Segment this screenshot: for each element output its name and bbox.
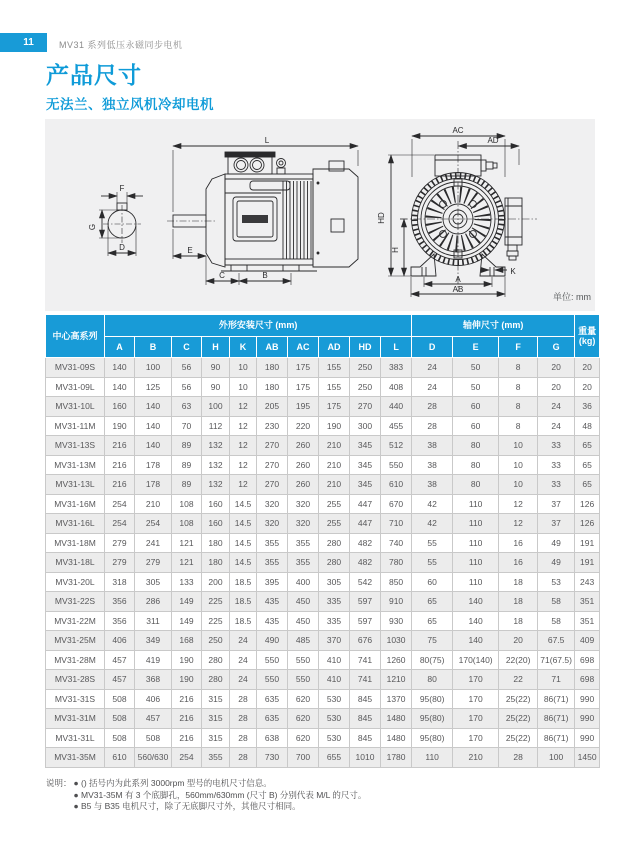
- dim-label-HD: HD: [377, 212, 386, 224]
- col-header-series: 中心高系列: [46, 315, 105, 358]
- dim-label-D: D: [119, 243, 125, 252]
- table-row: MV31-31M 508 457 216 315 28 635 620 530 845 1480 95(80) 170 25(22) 86(71) 990: [46, 709, 600, 729]
- col-header-H: H: [202, 337, 230, 358]
- col-header-B: B: [135, 337, 172, 358]
- col-header-A: A: [105, 337, 135, 358]
- notes-section: [46, 778, 366, 813]
- table-row: MV31-31S 508 406 216 315 28 635 620 530 845 1370 95(80) 170 25(22) 86(71) 990: [46, 689, 600, 709]
- unit-label: 单位: mm: [553, 292, 591, 302]
- dim-label-A: A: [455, 275, 461, 284]
- col-header-HD: HD: [350, 337, 381, 358]
- dim-label-L: L: [264, 136, 270, 145]
- col-header-E: E: [453, 337, 499, 358]
- table-subheader-row: [46, 337, 600, 358]
- table-row: MV31-13S 216 140 89 132 12 270 260 210 345 512 38 80 10 33 65: [46, 436, 600, 456]
- page-title: 产品尺寸: [46, 62, 142, 88]
- notes-label: 说明：: [46, 778, 72, 788]
- col-header-weight: [575, 315, 600, 358]
- notes-list: [74, 778, 367, 813]
- table-row: MV31-31L 508 508 216 315 28 638 620 530 845 1480 95(80) 170 25(22) 86(71) 990: [46, 728, 600, 748]
- table-row: MV31-09S 140 100 56 90 10 180 175 155 250 383 24 50 8 20 20: [46, 358, 600, 378]
- dim-label-C: C: [219, 271, 225, 280]
- dim-label-G: G: [88, 223, 97, 231]
- weight-label-line2: (kg): [578, 336, 596, 346]
- table-row: MV31-22M 356 311 149 225 18.5 435 450 335 597 930 65 140 18 58 351: [46, 611, 600, 631]
- table-body: [46, 358, 600, 768]
- dim-label-B: B: [262, 271, 268, 280]
- dim-label-AB: AB: [452, 285, 464, 294]
- table-row: MV31-13L 216 178 89 132 12 270 260 210 345 610 38 80 10 33 65: [46, 475, 600, 495]
- col-header-AD: AD: [319, 337, 350, 358]
- page-number-badge: 11: [0, 33, 47, 52]
- weight-label-line1: 重量: [578, 325, 597, 336]
- table-row: MV31-28S 457 368 190 280 24 550 550 410 741 1210 80 170 22 71 698: [46, 670, 600, 690]
- table-row: MV31-35M 610 560/630 254 355 28 730 700 655 1010 1780 110 210 28 100 1450: [46, 748, 600, 768]
- table-row: MV31-11M 190 140 70 112 12 230 220 190 300 455 28 60 8 24 48: [46, 416, 600, 436]
- col-group-shaft: 轴伸尺寸 (mm): [412, 315, 575, 337]
- note-item: ● B5 与 B35 电机尺寸，除了无底脚尺寸外，其他尺寸相同。: [73, 801, 301, 811]
- table-row: MV31-13M 216 178 89 132 12 270 260 210 345 550 38 80 10 33 65: [46, 455, 600, 475]
- col-header-D: D: [412, 337, 453, 358]
- table-row: MV31-10L 160 140 63 100 12 205 195 175 270 440 28 60 8 24 36: [46, 397, 600, 417]
- dim-label-K: K: [510, 267, 516, 276]
- table-row: MV31-16L 254 254 108 160 14.5 320 320 255 447 710 42 110 12 37 126: [46, 514, 600, 534]
- col-group-mounting: 外形安装尺寸 (mm): [105, 315, 412, 337]
- dimension-drawing-panel: [45, 119, 595, 311]
- table-row: MV31-16M 254 210 108 160 14.5 320 320 255 447 670 42 110 12 37 126: [46, 494, 600, 514]
- col-header-G: G: [538, 337, 575, 358]
- table-row: MV31-22S 356 286 149 225 18.5 435 450 335 597 910 65 140 18 58 351: [46, 592, 600, 612]
- dimensions-table: [45, 314, 600, 768]
- table-row: MV31-18L 279 279 121 180 14.5 355 355 280 482 780 55 110 16 49 191: [46, 553, 600, 573]
- dim-label-AD: AD: [487, 136, 499, 145]
- note-item: ● MV31-35M 有 3 个底脚孔，560mm/630mm (尺寸 B) 分别代表 M/L 的尺寸。: [73, 789, 367, 800]
- dim-label-H: H: [391, 247, 400, 253]
- table-row: MV31-09L 140 125 56 90 10 180 175 155 250 408 24 50 8 20 20: [46, 377, 600, 397]
- table-row: MV31-18M 279 241 121 180 14.5 355 355 280 482 740 55 110 16 49 191: [46, 533, 600, 553]
- note-item: ● () 括号内为此系列 3000rpm 型号的电机尺寸信息。: [73, 778, 272, 788]
- document-header-title: MV31 系列低压永磁同步电机: [59, 40, 183, 50]
- dim-label-E: E: [187, 246, 193, 255]
- col-header-F: F: [499, 337, 538, 358]
- col-header-L: L: [381, 337, 412, 358]
- table-row: MV31-20L 318 305 133 200 18.5 395 400 305 542 850 60 110 18 53 243: [46, 572, 600, 592]
- dim-label-F: F: [119, 184, 125, 193]
- dim-label-AC: AC: [452, 126, 464, 135]
- table-row: MV31-28M 457 419 190 280 24 550 550 410 741 1260 80(75) 170(140) 22(20) 71(67.5) 698: [46, 650, 600, 670]
- col-header-AB: AB: [257, 337, 288, 358]
- motor-dimension-drawing: [45, 119, 595, 311]
- motor-side-view: [167, 146, 358, 285]
- col-header-AC: AC: [288, 337, 319, 358]
- col-header-C: C: [172, 337, 202, 358]
- table-row: MV31-25M 406 349 168 250 24 490 485 370 676 1030 75 140 20 67.5 409: [46, 631, 600, 651]
- page-subtitle: 无法兰、独立风机冷却电机: [46, 97, 214, 112]
- col-header-K: K: [230, 337, 257, 358]
